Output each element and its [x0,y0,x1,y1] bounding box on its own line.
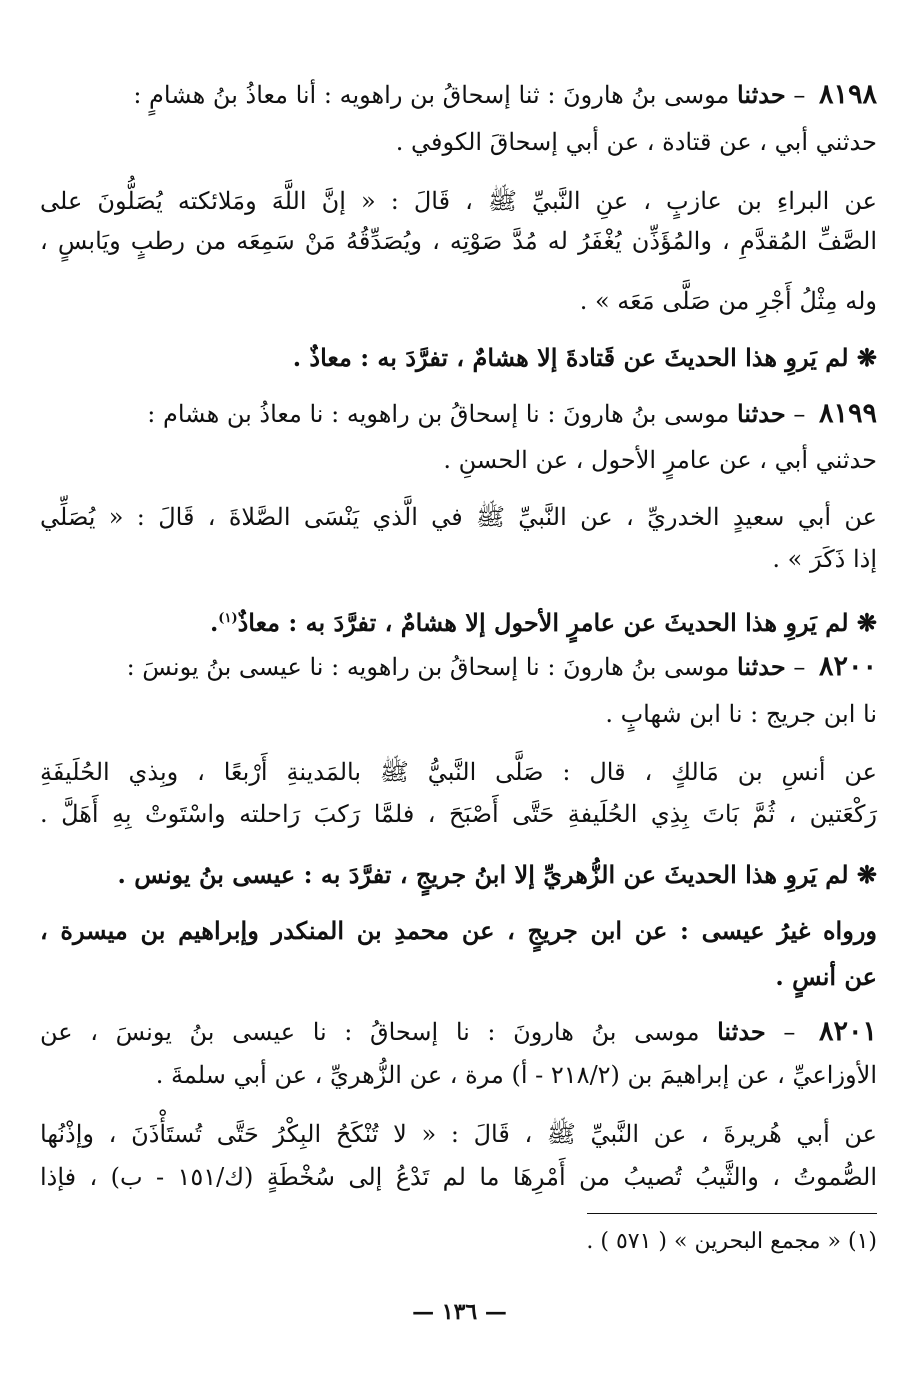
hadith-number: ٨١٩٨ [818,79,877,110]
footnote-divider [587,1213,877,1214]
isnad-text: موسى بنُ هارونَ : نا إسحاقُ : نا عيسى بنُ يونسَ ، عن [40,1018,700,1046]
hadith-number: ٨٢٠١ [818,1016,877,1047]
hadith-number: ٨١٩٩ [818,398,877,429]
hadith-number: ٨٢٠٠ [818,651,877,682]
hadith-8201-line-3: عن أبي هُريرةَ ، عن النَّبيِّ ﷺ ، قَالَ : « لا تُنْكَحُ البِكْرُ حَتَّى تُستَأْذَنَ ، وإذْنُها [40,1120,877,1148]
isnad-text: موسى بنُ هارونَ : نا إسحاقُ بن راهويه : نا معاذُ بن هشام : [147,400,730,428]
isnad-lead: حدثنا [717,1017,766,1046]
footnote-marker: (١) [847,1229,877,1254]
hadith-8200-line-2: نا ابن جريج : نا ابن شهابٍ . [605,700,877,728]
hadith-8201-line-4: الصُّموتُ ، والثَّيبُ تُصيبُ من أَمْرِهَا ما لم تَدْعُ إلى سُخْطَةٍ (ك/١٥١ - ب) ، فإذا [40,1163,878,1191]
hadith-8199-line-1: ٨١٩٩ – حدثنا موسى بنُ هارونَ : نا إسحاقُ بن راهويه : نا معاذُ بن هشام : [147,398,877,429]
hadith-8200-line-4: رَكْعَتين ، ثُمَّ بَاتَ بِذِي الحُلَيفةِ حَتَّى أَصْبَحَ ، فلمَّا رَكبَ رَاحلته واسْتَوتْ بِهِ أَهَلَّ . [40,800,877,828]
hadith-8199-line-2: حدثني أبي ، عن عامرٍ الأحول ، عن الحسنِ . [443,446,877,474]
hadith-8201-line-1: ٨٢٠١ – حدثنا موسى بنُ هارونَ : نا إسحاقُ : نا عيسى بنُ يونسَ ، عن [40,1016,877,1047]
hadith-8200-extra-1: ورواه غيرُ عيسى : عن ابن جريجٍ ، عن محمدِ بن المنكدر وإبراهيم بن ميسرة ، [40,916,877,945]
isnad-lead: حدثنا [737,399,786,428]
isnad-text: موسى بنُ هارونَ : نا إسحاقُ بن راهويه : نا عيسى بنُ يونسَ : [126,653,730,681]
hadith-8200-line-1: ٨٢٠٠ – حدثنا موسى بنُ هارونَ : نا إسحاقُ بن راهويه : نا عيسى بنُ يونسَ : [126,651,877,682]
hadith-8200-line-3: عن أنسِ بن مَالكٍ ، قال : صَلَّى النَّبيُّ ﷺ بالمَدينةِ أَرْبعًا ، وبِذي الحُلَيفَةِ [40,758,877,786]
hadith-8199-note: ❋ لم يَروِ هذا الحديثَ عن عامرٍ الأحول إلا هشامٌ ، تفرَّدَ به : معاذٌ$^{(١)}$. [209,608,877,637]
footnote-text: « مجمع البحرين » ( ٥٧١ ) . [586,1229,841,1254]
page-number: — ١٣٦ — [412,1299,507,1325]
hadith-8198-line-2: حدثني أبي ، عن قتادة ، عن أبي إسحاقَ الكوفي . [395,128,877,156]
hadith-8199-line-3: عن أبي سعيدٍ الخدريِّ ، عن النَّبيِّ ﷺ في الَّذي يَنْسَى الصَّلاةَ ، قَالَ : « يُصَلِّي [40,503,877,531]
footnote-ref: (١) [218,611,238,626]
hadith-8200-note: ❋ لم يَروِ هذا الحديثَ عن الزُّهريِّ إلا ابنُ جريجٍ ، تفرَّدَ به : عيسى بنُ يونس . [117,860,877,889]
hadith-8198-line-5: وله مِثْلُ أَجْرِ من صَلَّى مَعَه » . [579,287,877,315]
hadith-8200-extra-2: عن أنسٍ . [775,962,877,991]
hadith-8198-line-4: الصَّفِّ المُقدَّمِ ، والمُؤَذِّن يُغْفَرُ له مُدَّ صَوْتِه ، ويُصَدِّقُهُ مَنْ سَمِعَه من رطبٍ ويَابسٍ ، [40,227,877,255]
isnad-lead: حدثنا [737,80,786,109]
hadith-8201-line-2: الأوزاعيِّ ، عن إبراهيمَ بن (٢١٨/٢ - أ) مرة ، عن الزُّهريِّ ، عن أبي سلمةَ . [155,1061,877,1089]
hadith-8198-line-3: عن البراءِ بن عازبٍ ، عنِ النَّبيِّ ﷺ ، قَالَ : « إنَّ اللَّهَ ومَلائكته يُصَلُّونَ على [40,187,877,215]
note-text: ❋ لم يَروِ هذا الحديثَ عن عامرٍ الأحول إلا هشامٌ ، تفرَّدَ به : معاذٌ [237,608,877,637]
hadith-8198-line-1: ٨١٩٨ – حدثنا موسى بنُ هارونَ : ثنا إسحاقُ بن راهويه : أنا معاذُ بنُ هشامٍ : [133,79,877,110]
isnad-lead: حدثنا [737,652,786,681]
hadith-8198-note: ❋ لم يَروِ هذا الحديثَ عن قَتادةَ إلا هشامٌ ، تفرَّدَ به : معاذٌ . [292,343,877,372]
footnote [200,1227,877,1257]
isnad-text: موسى بنُ هارونَ : ثنا إسحاقُ بن راهويه : أنا معاذُ بنُ هشامٍ : [133,81,730,109]
hadith-8199-line-4: إذا ذَكَرَ » . [772,545,877,573]
